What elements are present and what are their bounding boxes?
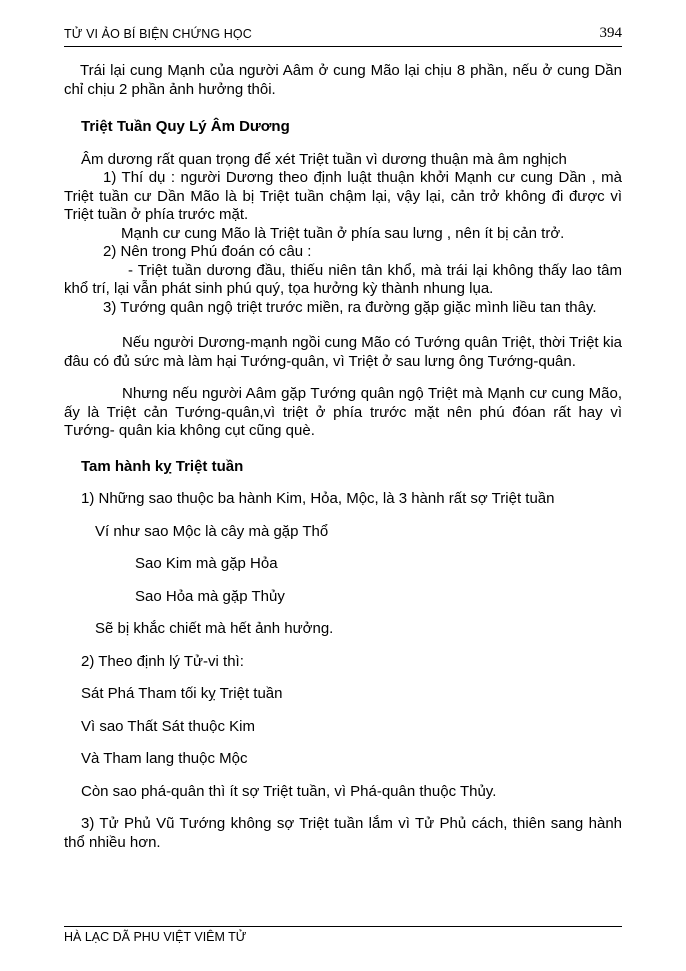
paragraph: Nhưng nếu người Aâm gặp Tướng quân ngộ Triệt mà Mạnh cư cung Mão, ấy là Triệt cản Tướng-quân,vì triệt ở phía trước mặt nên phú đóan rất hay vì Tướng- quân kia không cụt cũng què. xyxy=(64,385,622,439)
paragraph: Mạnh cư cung Mão là Triệt tuần ở phía sau lưng , nên ít bị cản trở. xyxy=(121,224,565,242)
list-line: 2) Theo định lý Tử-vi thì: xyxy=(81,652,244,670)
section-heading: Triệt Tuần Quy Lý Âm Dương xyxy=(81,118,290,135)
list-line: 1) Những sao thuộc ba hành Kim, Hỏa, Mộc, là 3 hành rất sợ Triệt tuần xyxy=(81,490,555,507)
page-footer xyxy=(64,926,622,944)
list-line: Còn sao phá-quân thì ít sợ Triệt tuần, vì Phá-quân thuộc Thủy. xyxy=(81,782,497,800)
section-heading: Tam hành kỵ Triệt tuần xyxy=(81,457,244,475)
paragraph: Nếu người Dương-mạnh ngồi cung Mão có Tướng quân Triệt, thời Triệt kia đâu có đủ sức mà làm hại Tướng-quân, vì Triệt ở sau lưng ông Tướng-quân. xyxy=(64,334,622,370)
page-number: 394 xyxy=(599,25,622,41)
paragraph: 3) Tướng quân ngộ triệt trước miền, ra đường gặp giặc mình liều tan thây. xyxy=(103,298,597,316)
list-line: Và Tham lang thuộc Mộc xyxy=(81,750,248,767)
list-line: Ví như sao Mộc là cây mà gặp Thổ xyxy=(95,522,329,540)
paragraph: Trái lại cung Mạnh của người Aâm ở cung Mão lại chịu 8 phần, nếu ở cung Dần chỉ chịu 2 phần ảnh hưởng thôi. xyxy=(64,62,622,98)
paragraph: 1) Thí dụ : người Dương theo định luật thuận khởi Mạnh cư cung Dần , mà Triệt tuần cư Dần Mão là bị Triệt tuần chậm lại, vậy lại, cản trở không đi được vì Triệt tuần ở phía trước mặt. xyxy=(64,169,622,223)
paragraph: Âm dương rất quan trọng để xét Triệt tuần vì dương thuận mà âm nghịch xyxy=(81,150,567,168)
list-line: Sẽ bị khắc chiết mà hết ảnh hưởng. xyxy=(95,620,334,637)
book-title: TỬ VI ẢO BÍ BIỆN CHỨNG HỌC xyxy=(64,27,252,41)
paragraph: 2) Nên trong Phú đoán có câu : xyxy=(103,243,312,260)
paragraph: - Triệt tuần dương đầu, thiếu niên tân khổ, mà trái lại không thấy lao tâm khổ trí, lại vẫn phát sinh phú quý, tọa hưởng kỳ thành nhung lụa. xyxy=(64,261,622,297)
page-body xyxy=(64,62,622,852)
list-line: Sao Hỏa mà gặp Thủy xyxy=(135,587,285,605)
author-line: HÀ LẠC DÃ PHU VIỆT VIÊM TỬ xyxy=(64,930,247,944)
list-line: Sát Phá Tham tối kỵ Triệt tuần xyxy=(81,685,283,702)
page-header xyxy=(64,24,622,47)
list-line: Vì sao Thất Sát thuộc Kim xyxy=(81,717,255,735)
paragraph: 3) Tử Phủ Vũ Tướng không sợ Triệt tuần lắm vì Tử Phủ cách, thiên sang hành thổ nhiều hơn. xyxy=(64,815,622,851)
list-line: Sao Kim mà gặp Hỏa xyxy=(135,555,278,572)
